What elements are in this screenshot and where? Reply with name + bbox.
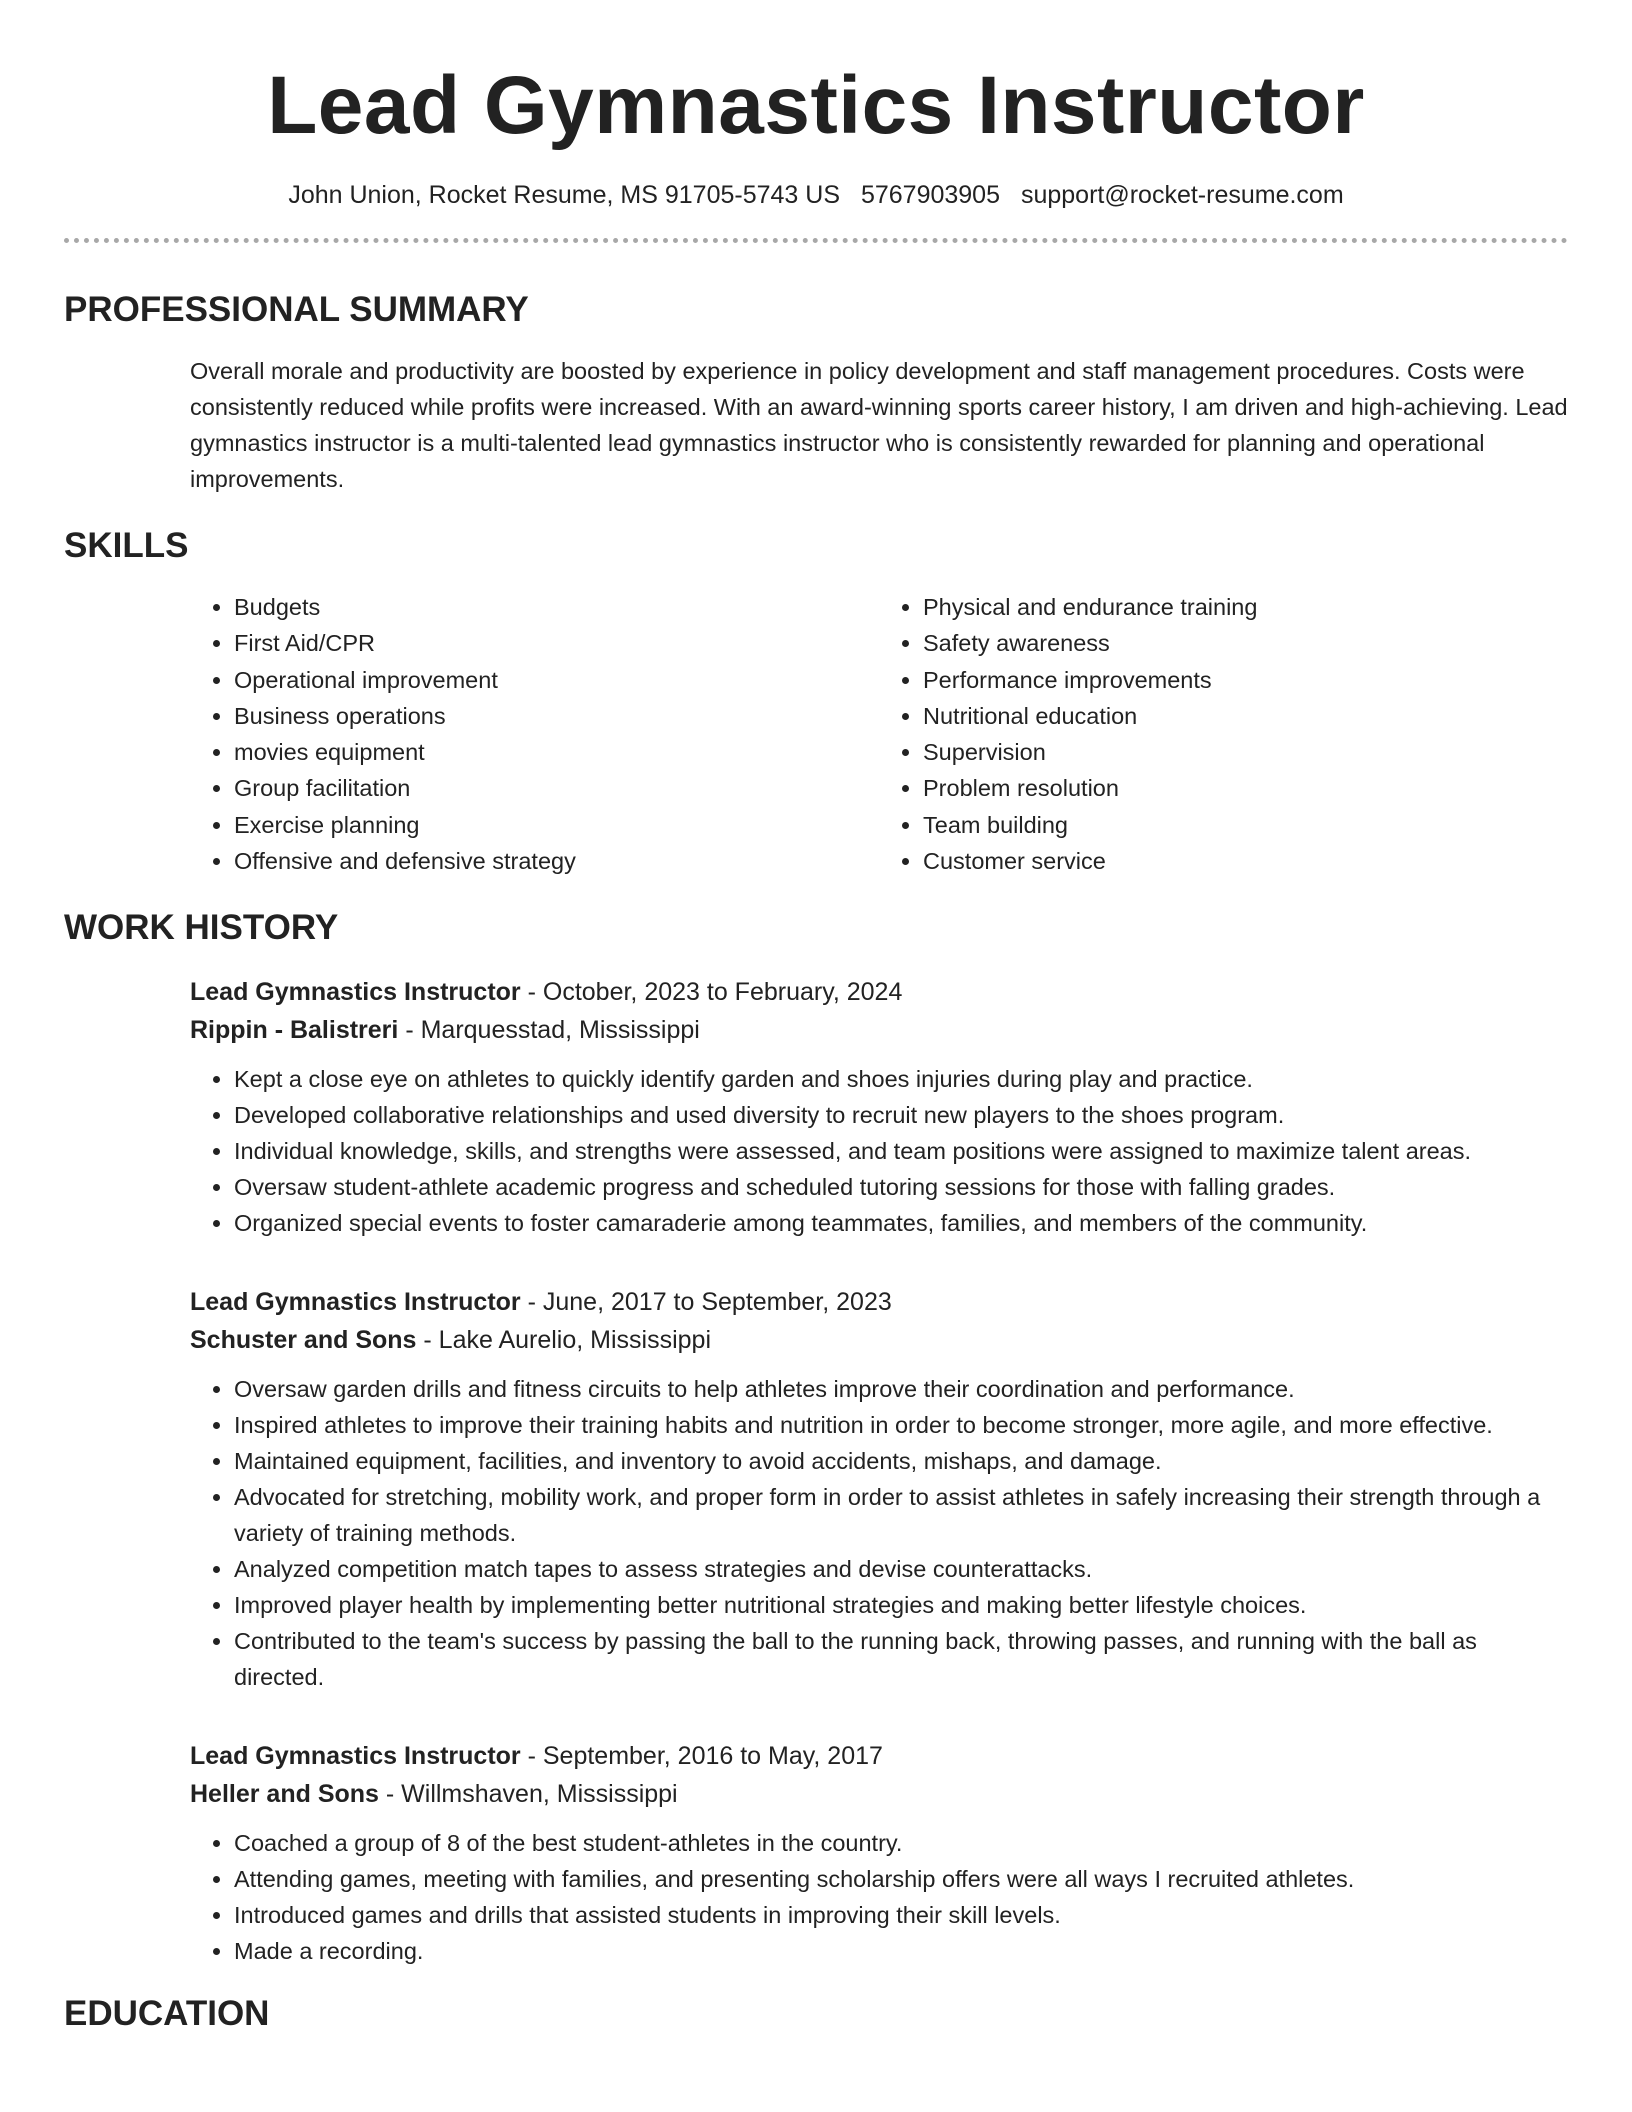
job-title: Lead Gymnastics Instructor bbox=[190, 1288, 521, 1317]
job-bullet: • Introduced games and drills that assisted students in improving their skill levels. bbox=[234, 1897, 1568, 1933]
resume-title: Lead Gymnastics Instructor bbox=[267, 60, 1365, 151]
skill-item: • Nutritional education bbox=[923, 698, 1568, 734]
job-bullet: • Analyzed competition match tapes to assess strategies and devise counterattacks. bbox=[234, 1551, 1568, 1587]
job-entry bbox=[190, 973, 1568, 1241]
job-company: Schuster and Sons bbox=[190, 1326, 417, 1355]
contact-phone: 5767903905 bbox=[860, 181, 1000, 209]
job-bullet: • Inspired athletes to improve their training habits and nutrition in order to become stronger, more agile, and more effective. bbox=[234, 1407, 1568, 1443]
skill-item: • Customer service bbox=[923, 843, 1568, 879]
job-title: Lead Gymnastics Instructor bbox=[190, 978, 521, 1007]
job-bullet: • Coached a group of 8 of the best student-athletes in the country. bbox=[234, 1825, 1568, 1861]
job-company: Rippin - Balistreri bbox=[190, 1016, 399, 1045]
skill-item: • Offensive and defensive strategy bbox=[234, 843, 879, 879]
skill-item: • Budgets bbox=[234, 589, 879, 625]
job-bullet: • Improved player health by implementing better nutritional strategies and making better lifestyle choices. bbox=[234, 1587, 1568, 1623]
skill-item: • Exercise planning bbox=[234, 807, 879, 843]
job-location: - Marquesstad, Mississippi bbox=[398, 1016, 700, 1045]
job-bullet: • Individual knowledge, skills, and strengths were assessed, and team positions were assigned to maximize talent areas. bbox=[234, 1133, 1568, 1169]
job-title: Lead Gymnastics Instructor bbox=[190, 1742, 521, 1771]
skill-item: • Business operations bbox=[234, 698, 879, 734]
job-bullet: • Developed collaborative relationships and used diversity to recruit new players to the shoes program. bbox=[234, 1097, 1568, 1133]
skills-column-right bbox=[879, 589, 1568, 879]
section-heading-summary: PROFESSIONAL SUMMARY bbox=[64, 290, 529, 329]
job-entry bbox=[190, 1737, 1568, 1969]
job-bullet: • Oversaw garden drills and fitness circuits to help athletes improve their coordination and performance. bbox=[234, 1371, 1568, 1407]
skill-item: • Problem resolution bbox=[923, 770, 1568, 806]
job-dates: - June, 2017 to September, 2023 bbox=[520, 1288, 892, 1317]
job-title-line bbox=[190, 1737, 1568, 1775]
job-company-line bbox=[190, 1011, 1568, 1049]
job-company: Heller and Sons bbox=[190, 1780, 379, 1809]
contact-email: support@rocket-resume.com bbox=[1020, 181, 1344, 209]
section-heading-skills: SKILLS bbox=[64, 526, 189, 565]
skill-item: • Supervision bbox=[923, 734, 1568, 770]
section-heading-work-history: WORK HISTORY bbox=[64, 908, 339, 948]
job-title-line bbox=[190, 1283, 1568, 1321]
job-bullet: • Organized special events to foster camaraderie among teammates, families, and members of the community. bbox=[234, 1205, 1568, 1241]
header-divider bbox=[64, 238, 1568, 243]
work-history bbox=[64, 973, 1568, 1969]
job-company-line bbox=[190, 1775, 1568, 1813]
skill-item: • Team building bbox=[923, 807, 1568, 843]
job-dates: - October, 2023 to February, 2024 bbox=[520, 978, 903, 1007]
job-bullets bbox=[190, 1061, 1568, 1241]
skill-item: • movies equipment bbox=[234, 734, 879, 770]
skills-column-left bbox=[190, 589, 879, 879]
skill-item: • Safety awareness bbox=[923, 625, 1568, 661]
job-dates: - September, 2016 to May, 2017 bbox=[520, 1742, 883, 1771]
skill-item: • Performance improvements bbox=[923, 662, 1568, 698]
contact-line bbox=[64, 180, 1568, 210]
job-bullet: • Made a recording. bbox=[234, 1933, 1568, 1969]
summary-text: Overall morale and productivity are boosted by experience in policy development and staff management procedures. Costs were consistently reduced while profits were increased. With an award-winning sports career history, I am driven and high-achieving. Lead gymnastics instructor is a multi-talented lead gymnastics instructor who is consistently rewarded for planning and operational improvements. bbox=[190, 358, 1568, 492]
job-bullet: • Oversaw student-athlete academic progress and scheduled tutoring sessions for those with falling grades. bbox=[234, 1169, 1568, 1205]
skill-item: • Operational improvement bbox=[234, 662, 879, 698]
job-title-line bbox=[190, 973, 1568, 1011]
section-heading-education: EDUCATION bbox=[64, 1994, 270, 2034]
job-bullet: • Attending games, meeting with families, and presenting scholarship offers were all ways I recruited athletes. bbox=[234, 1861, 1568, 1897]
job-bullets bbox=[190, 1371, 1568, 1695]
job-entry bbox=[190, 1283, 1568, 1695]
skill-item: • Group facilitation bbox=[234, 770, 879, 806]
job-location: - Willmshaven, Mississippi bbox=[378, 1780, 678, 1809]
skill-item: • First Aid/CPR bbox=[234, 625, 879, 661]
job-bullet: • Contributed to the team's success by passing the ball to the running back, throwing passes, and running with the ball as directed. bbox=[234, 1623, 1568, 1695]
job-company-line bbox=[190, 1321, 1568, 1359]
job-location: - Lake Aurelio, Mississippi bbox=[416, 1326, 712, 1355]
job-bullets bbox=[190, 1825, 1568, 1969]
skills-list bbox=[64, 589, 1568, 879]
job-bullet: • Kept a close eye on athletes to quickly identify garden and shoes injuries during play and practice. bbox=[234, 1061, 1568, 1097]
skill-item: • Physical and endurance training bbox=[923, 589, 1568, 625]
contact-address: John Union, Rocket Resume, MS 91705-5743 US bbox=[288, 181, 840, 209]
job-bullet: • Maintained equipment, facilities, and inventory to avoid accidents, mishaps, and damage. bbox=[234, 1443, 1568, 1479]
job-bullet: • Advocated for stretching, mobility work, and proper form in order to assist athletes in safely increasing their strength through a variety of training methods. bbox=[234, 1479, 1568, 1551]
